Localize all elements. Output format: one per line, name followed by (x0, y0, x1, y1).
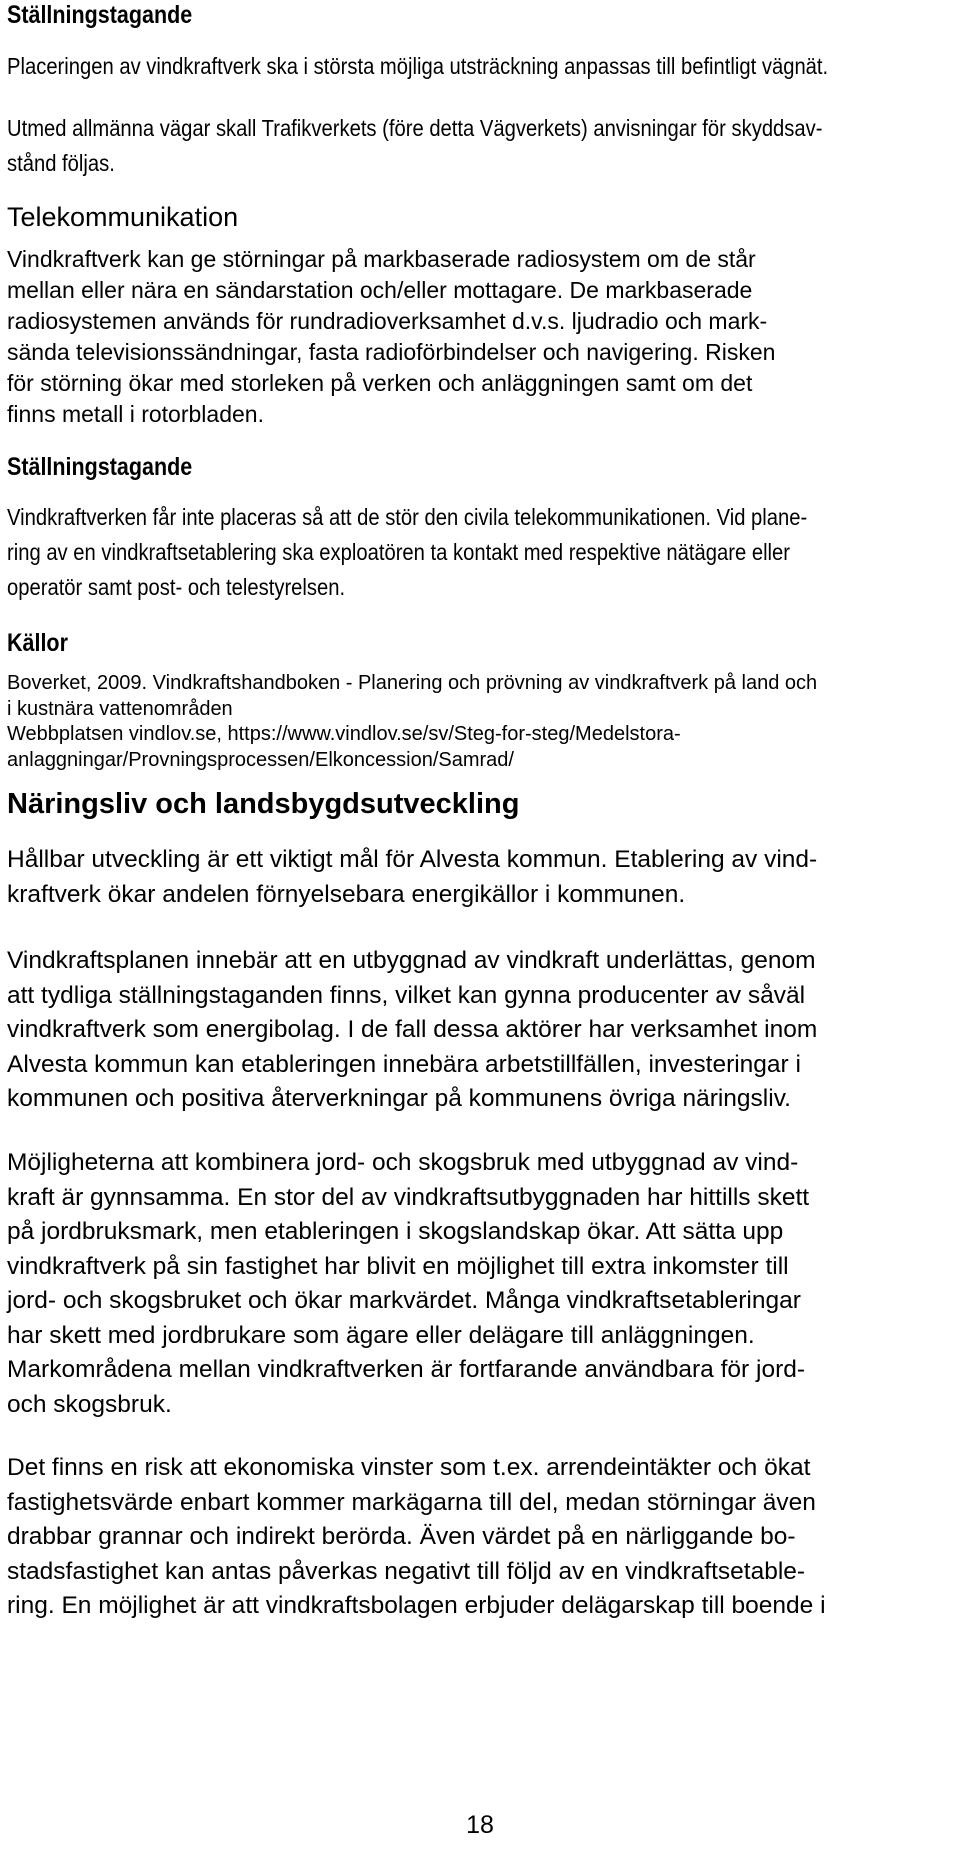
text-line: radiosystemen används för rundradioverksamhet d.v.s. ljudradio och mark- (7, 308, 768, 334)
text-line: Hållbar utveckling är ett viktigt mål för Alvesta kommun. Etablering av vind- (7, 846, 818, 873)
paragraph-telecom (7, 244, 955, 430)
paragraph-economic-risk (7, 1451, 955, 1624)
text-line: ring av en vindkraftsetablering ska exploatören ta kontakt med respektive nätägare eller (7, 539, 791, 565)
text-line: Vindkraftverk kan ge störningar på markbaserade radiosystem om de står (7, 246, 756, 272)
paragraph-telecom-position (7, 500, 955, 605)
text-line: kraftverk ökar andelen förnyelsebara energikällor i kommunen. (7, 880, 686, 908)
sources-list (7, 671, 955, 773)
text-line: vindkraftverk på sin fastighet har blivit en möjlighet till extra inkomster till (7, 1252, 789, 1280)
text-line: vindkraftverk som energibolag. I de fall dessa aktörer har verksamhet inom (7, 1016, 818, 1043)
text-line: på jordbruksmark, men etableringen i skogslandskap ökar. Att sätta upp (7, 1218, 784, 1245)
section-heading-kallor: Källor (7, 629, 68, 657)
section-heading-stallningstagande-1: Ställningstagande (7, 1, 193, 29)
text-line: Alvesta kommun kan etableringen innebära arbetstillfällen, investeringar i (7, 1050, 801, 1078)
text-line: drabbar grannar och indirekt berörda. Även värdet på en närliggande bo- (7, 1523, 796, 1550)
section-heading-telekommunikation: Telekommunikation (7, 202, 239, 232)
text-line: Vindkraftsplanen innebär att en utbyggnad av vindkraft underlättas, genom (7, 947, 816, 974)
text-line: har skett med jordbrukare som ägare eller delägare till anläggningen. (7, 1321, 755, 1349)
text-line: Markområdena mellan vindkraftverken är fortfarande användbara för jord- (7, 1356, 806, 1383)
text-line: sända televisionssändningar, fasta radioförbindelser och navigering. Risken (7, 339, 776, 365)
text-line: operatör samt post- och telestyrelsen. (7, 574, 346, 600)
paragraph-agriculture-forestry (7, 1146, 955, 1422)
text-line: att tydliga ställningstaganden finns, vilket kan gynna producenter av såväl (7, 981, 806, 1009)
source-line: anlaggningar/Provningsprocessen/Elkoncession/Samrad/ (7, 748, 514, 771)
text-line: stånd följas. (7, 150, 115, 176)
text-line: kommunen och positiva återverkningar på kommunens övriga näringsliv. (7, 1085, 791, 1112)
text-line: Det finns en risk att ekonomiska vinster som t.ex. arrendeintäkter och ökat (7, 1454, 811, 1481)
text-line: och skogsbruk. (7, 1390, 172, 1418)
source-line: Boverket, 2009. Vindkraftshandboken - Planering och prövning av vindkraftverk på land och (7, 672, 818, 694)
text-line: för störning ökar med storleken på verken och anläggningen samt om det (7, 370, 753, 396)
paragraph-wind-plan (7, 944, 955, 1117)
text-line: Möjligheterna att kombinera jord- och skogsbruk med utbyggnad av vind- (7, 1149, 799, 1176)
text-line: jord- och skogsbruket och ökar markvärdet. Många vindkraftsetableringar (7, 1287, 801, 1314)
text-line: finns metall i rotorbladen. (7, 401, 264, 427)
text-line: mellan eller nära en sändarstation och/eller mottagare. De markbaserade (7, 277, 753, 303)
source-line: Webbplatsen vindlov.se, https://www.vindlov.se/sv/Steg-for-steg/Medelstora- (7, 723, 681, 745)
paragraph-road-placement (7, 49, 955, 84)
paragraph-road-distance (7, 111, 955, 181)
section-heading-stallningstagande-2: Ställningstagande (7, 453, 193, 481)
text-line: stadsfastighet kan antas påverkas negativt till följd av en vindkraftsetable- (7, 1557, 806, 1585)
source-line: i kustnära vattenområden (7, 697, 233, 720)
text-line: Placeringen av vindkraftverk ska i största möjliga utsträckning anpassas till befintligt vägnät. (7, 53, 829, 79)
text-line: kraft är gynnsamma. En stor del av vindkraftsutbyggnaden har hittills skett (7, 1183, 810, 1211)
section-heading-naringsliv: Näringsliv och landsbygdsutveckling (7, 788, 520, 820)
text-line: ring. En möjlighet är att vindkraftsbolagen erbjuder delägarskap till boende i (7, 1592, 826, 1619)
paragraph-sustainable-development (7, 843, 955, 912)
text-line: fastighetsvärde enbart kommer markägarna till del, medan störningar även (7, 1488, 816, 1516)
page-number: 18 (466, 1811, 494, 1839)
text-line: Utmed allmänna vägar skall Trafikverkets (före detta Vägverkets) anvisningar för skyddsav- (7, 115, 823, 141)
text-line: Vindkraftverken får inte placeras så att de stör den civila telekommunikationen. Vid plane- (7, 504, 808, 530)
